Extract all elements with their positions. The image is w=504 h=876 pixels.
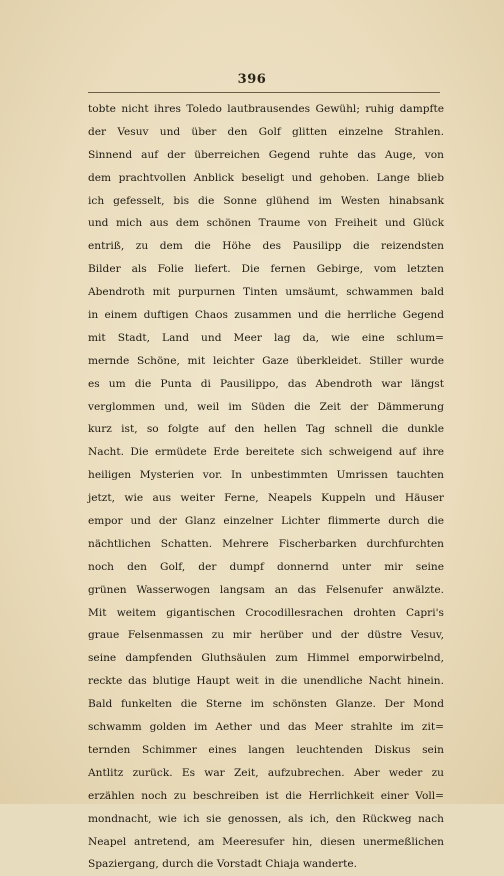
text-line: Nacht. Die ermüdete Erde bereitete sich schweigend auf ihre bbox=[88, 446, 444, 459]
text-line: mernde Schöne, mit leichter Gaze überkleidet. Stiller wurde bbox=[88, 354, 444, 367]
text-line: erzählen noch zu beschreiben ist die Herrlichkeit einer Voll= bbox=[88, 789, 444, 802]
text-line: Bilder als Folie liefert. Die fernen Gebirge, vom letzten bbox=[88, 263, 444, 276]
text-line: mit Stadt, Land und Meer lag da, wie eine schlum= bbox=[88, 331, 444, 344]
text-line: Mit weitem gigantischen Crocodillesrachen drohten Capri's bbox=[88, 606, 444, 619]
text-line: dem prachtvollen Anblick beseligt und gehoben. Lange blieb bbox=[88, 171, 444, 184]
text-line: tobte nicht ihres Toledo lautbrausendes Gewühl; ruhig dampfte bbox=[88, 103, 444, 115]
text-line: und mich aus dem schönen Traume von Freiheit und Glück bbox=[88, 217, 444, 230]
text-line: ich gefesselt, bis die Sonne glühend im Westen hinabsank bbox=[88, 194, 444, 207]
text-line: in einem duftigen Chaos zusammen und die herrliche Gegend bbox=[88, 309, 444, 322]
page-number: 396 bbox=[237, 72, 267, 87]
text-line: empor und der Glanz einzelner Lichter flimmerte durch die bbox=[88, 515, 444, 528]
header-rule bbox=[88, 92, 440, 93]
body-text bbox=[88, 98, 444, 876]
text-line: ternden Schimmer eines langen leuchtenden Diskus sein bbox=[88, 743, 444, 756]
text-line: kurz ist, so folgte auf den hellen Tag schnell die dunkle bbox=[88, 423, 444, 436]
text-line: entriß, zu dem die Höhe des Pausilipp die reizendsten bbox=[88, 240, 444, 253]
text-line: grünen Wasserwogen langsam an das Felsenufer anwälzte. bbox=[88, 583, 444, 596]
text-line: mondnacht, wie ich sie genossen, als ich, den Rückweg nach bbox=[88, 812, 444, 825]
text-line: Sinnend auf der überreichen Gegend ruhte das Auge, von bbox=[88, 148, 444, 161]
text-line: reckte das blutige Haupt weit in die unendliche Nacht hinein. bbox=[88, 675, 444, 688]
text-line: seine dampfenden Gluthsäulen zum Himmel emporwirbelnd, bbox=[88, 652, 444, 665]
text-line: schwamm golden im Aether und das Meer strahlte im zit= bbox=[88, 721, 444, 734]
text-line: Abendroth mit purpurnen Tinten umsäumt, schwammen bald bbox=[88, 286, 444, 299]
text-line: jetzt, wie aus weiter Ferne, Neapels Kuppeln und Häuser bbox=[88, 492, 444, 505]
text-line: es um die Punta di Pausilippo, das Abendroth war längst bbox=[88, 377, 444, 390]
text-line: graue Felsenmassen zu mir herüber und der düstre Vesuv, bbox=[88, 629, 444, 642]
text-line: Neapel antretend, am Meeresufer hin, diesen unermeßlichen bbox=[88, 835, 444, 848]
text-line: verglommen und, weil im Süden die Zeit der Dämmerung bbox=[88, 400, 444, 413]
text-line: heiligen Mysterien vor. In unbestimmten Umrissen tauchten bbox=[88, 469, 444, 482]
text-line: Antlitz zurück. Es war Zeit, aufzubrechen. Aber weder zu bbox=[88, 766, 444, 779]
text-line: nächtlichen Schatten. Mehrere Fischerbarken durchfurchten bbox=[88, 537, 444, 550]
text-line: noch den Golf, der dumpf donnernd unter mir seine bbox=[88, 560, 444, 573]
text-line: Bald funkelten die Sterne im schönsten Glanze. Der Mond bbox=[88, 698, 444, 711]
text-line: der Vesuv und über den Golf glitten einzelne Strahlen. bbox=[88, 125, 444, 138]
text-line: Spaziergang, durch die Vorstadt Chiaja wanderte. bbox=[88, 858, 358, 871]
